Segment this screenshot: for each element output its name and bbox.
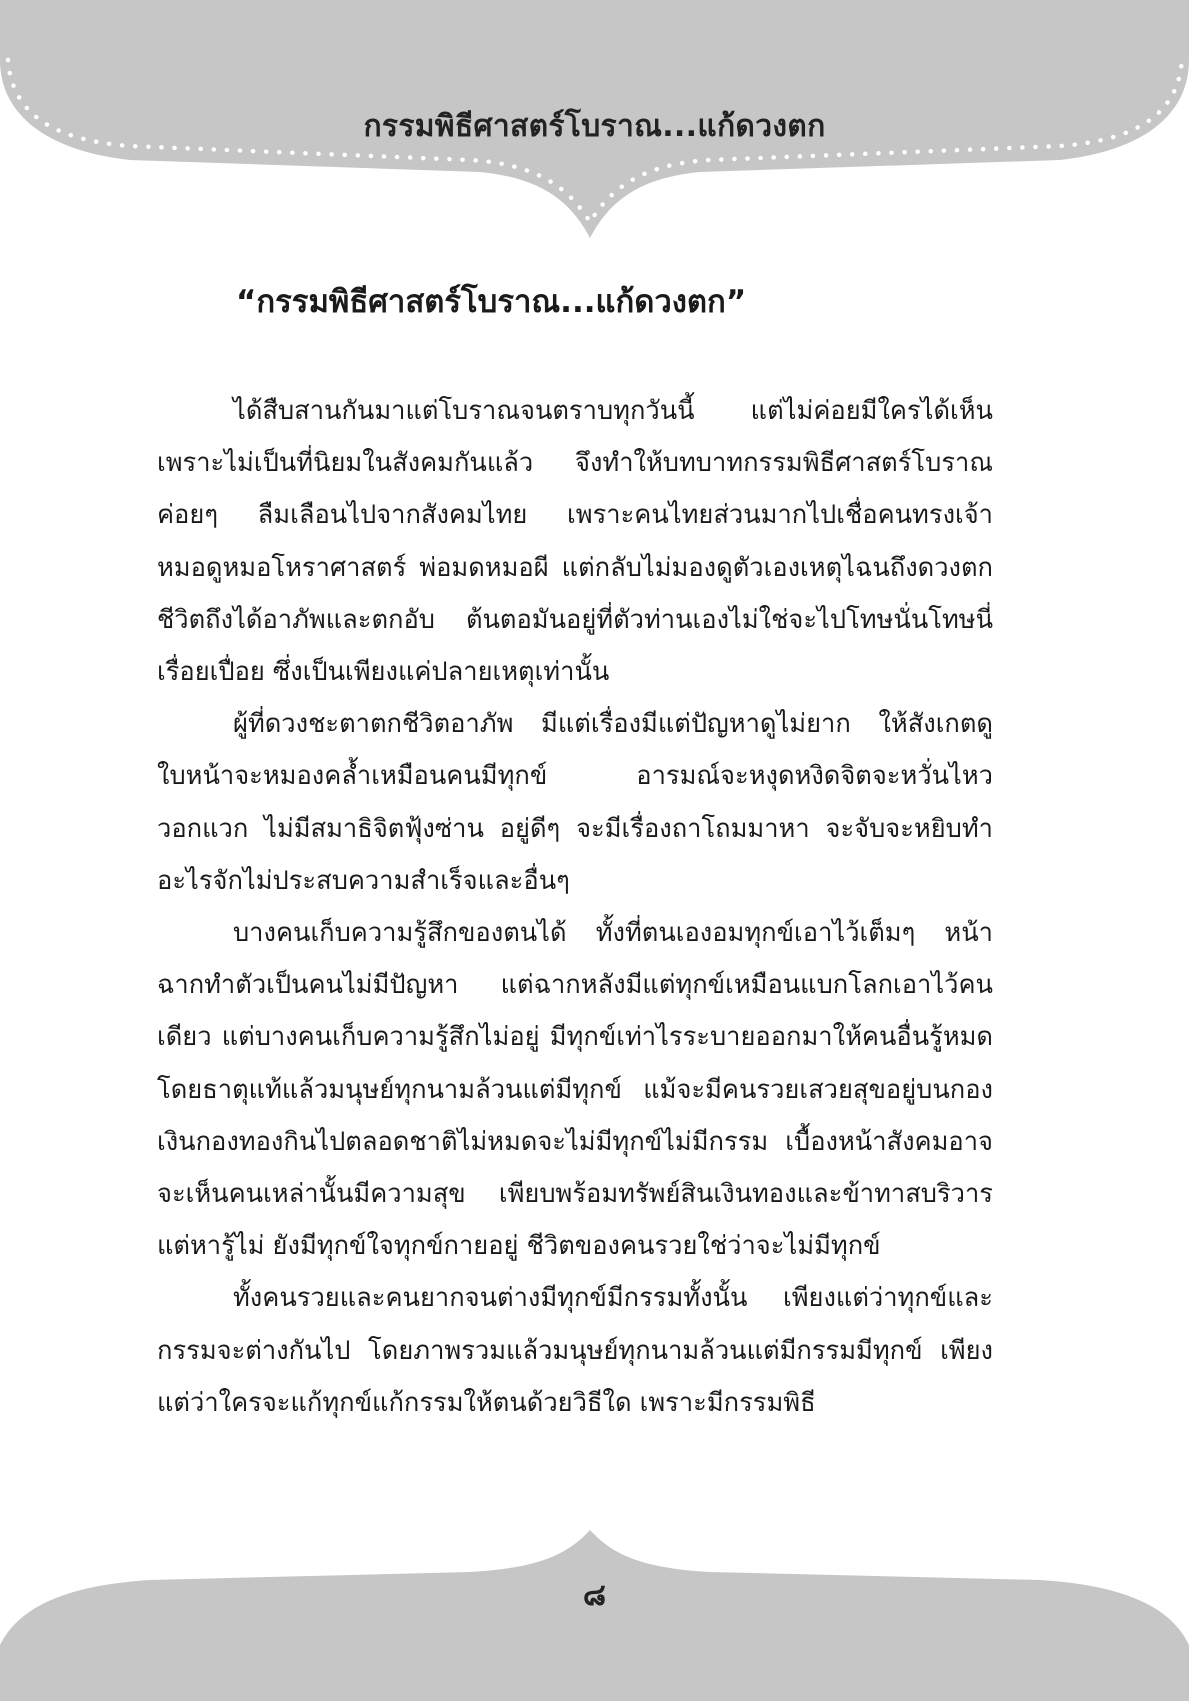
running-header-title: กรรมพิธีศาสตร์โบราณ...แก้ดวงตก [363, 109, 826, 144]
paragraph-2: ผู้ที่ดวงชะตาตกชีวิตอาภัพ มีแต่เรื่องมีแต่ปัญหาดูไม่ยาก ให้สังเกตดูใบหน้าจะหมองคล้ำเหมือนคนมีทุกข์ อารมณ์จะหงุดหงิดจิตจะหวั่นไหววอกแวก ไม่มีสมาธิจิตฟุ้งซ่าน อยู่ดีๆ จะมีเรื่องถาโถมมาหา จะจับจะหยิบทำอะไรจักไม่ประสบความสำเร็จและอื่นๆ [157, 709, 993, 896]
page-number: ๘ [582, 1578, 607, 1613]
body-text [157, 385, 993, 1429]
paragraph-3: บางคนเก็บความรู้สึกของตนได้ ทั้งที่ตนเองอมทุกข์เอาไว้เต็มๆ หน้าฉากทำตัวเป็นคนไม่มีปัญหา แต่ฉากหลังมีแต่ทุกข์เหมือนแบกโลกเอาไว้คนเดียว แต่บางคนเก็บความรู้สึกไม่อยู่ มีทุกข์เท่าไรระบายออกมาให้คนอื่นรู้หมด โดยธาตุแท้แล้วมนุษย์ทุกนามล้วนแต่มีทุกข์ แม้จะมีคนรวยเสวยสุขอยู่บนกองเงินกองทองกินไปตลอดชาติไม่หมดจะไม่มีทุกข์ไม่มีกรรม เบื้องหน้าสังคมอาจจะเห็นคนเหล่านั้นมีความสุข เพียบพร้อมทรัพย์สินเงินทองและข้าทาสบริวาร แต่หารู้ไม่ ยังมีทุกข์ใจทุกข์กายอยู่ ชีวิตของคนรวยใช่ว่าจะไม่มีทุกข์ [157, 918, 993, 1262]
paragraph-1: ได้สืบสานกันมาแต่โบราณจนตราบทุกวันนี้ แต่ไม่ค่อยมีใครได้เห็น เพราะไม่เป็นที่นิยมในสังคมกันแล้ว จึงทำให้บทบาทกรรมพิธีศาสตร์โบราณค่อยๆ ลืมเลือนไปจากสังคมไทย เพราะคนไทยส่วนมากไปเชื่อคนทรงเจ้า หมอดูหมอโหราศาสตร์ พ่อมดหมอผี แต่กลับไม่มองดูตัวเองเหตุไฉนถึงดวงตก ชีวิตถึงได้อาภัพและตกอับ ต้นตอมันอยู่ที่ตัวท่านเองไม่ใช่จะไปโทษนั่นโทษนี่เรื่อยเปื่อย ซึ่งเป็นเพียงแค่ปลายเหตุเท่านั้น [157, 396, 993, 688]
chapter-title: “กรรมพิธีศาสตร์โบราณ...แก้ดวงตก” [236, 284, 747, 320]
paragraph-4: ทั้งคนรวยและคนยากจนต่างมีทุกข์มีกรรมทั้งนั้น เพียงแต่ว่าทุกข์และกรรมจะต่างกันไป โดยภาพรวมแล้วมนุษย์ทุกนามล้วนแต่มีกรรมมีทุกข์ เพียงแต่ว่าใครจะแก้ทุกข์แก้กรรมให้ตนด้วยวิธีใด เพราะมีกรรมพิธี [157, 1283, 993, 1418]
